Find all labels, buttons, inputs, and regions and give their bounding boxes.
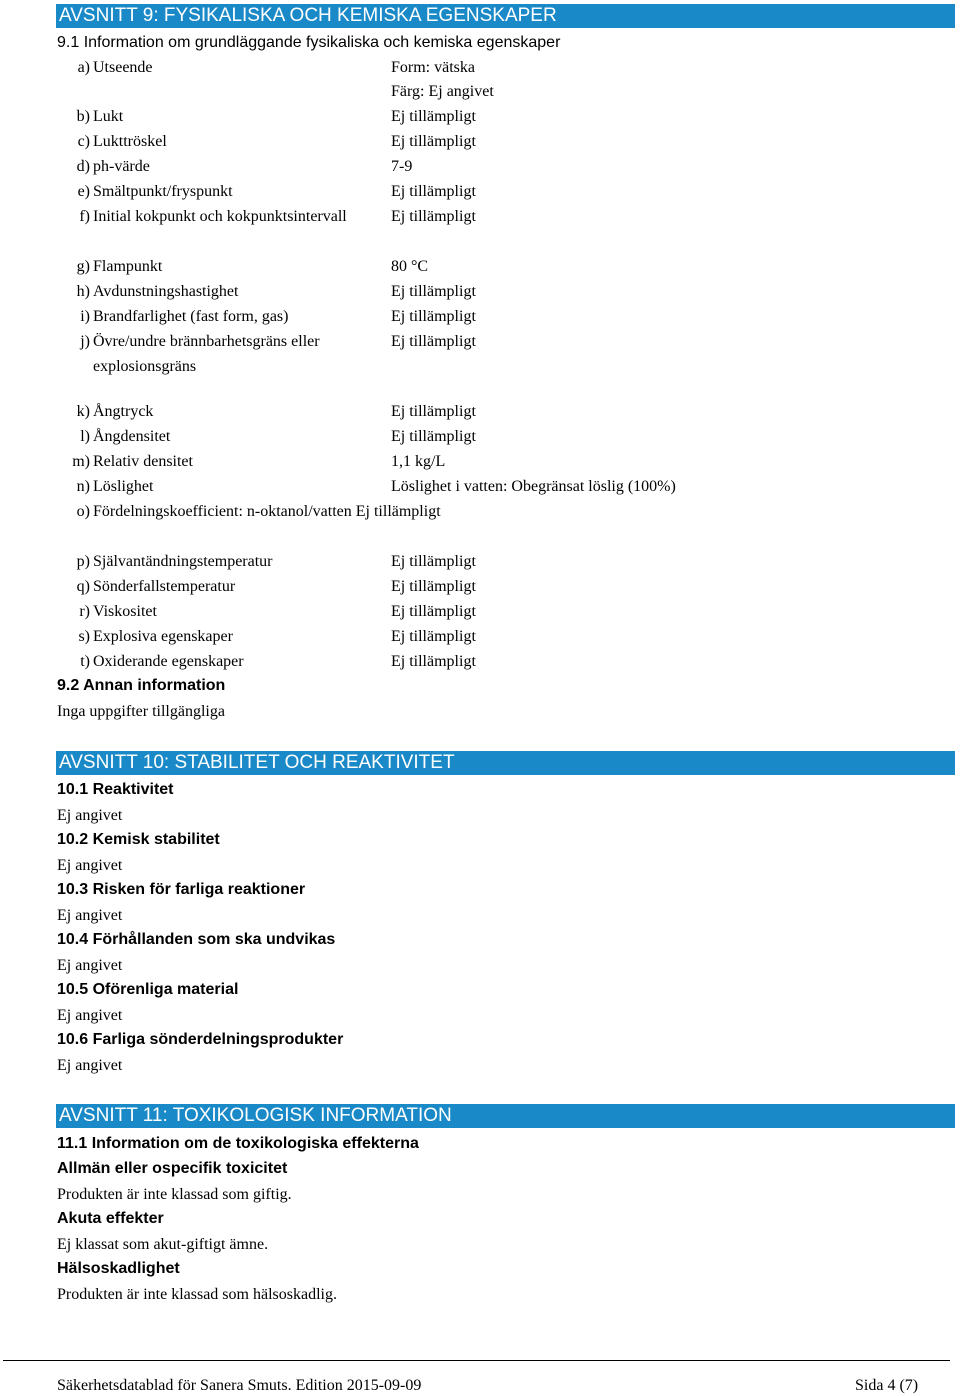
property-value: Ej tillämpligt: [391, 133, 476, 150]
property-value: Ej tillämpligt: [391, 578, 476, 595]
subsection-text: Produkten är inte klassad som hälsoskadlig.: [57, 1286, 337, 1303]
property-label: Fördelningskoefficient: n-oktanol/vatten Ej tillämpligt: [93, 503, 441, 520]
subsection-title: Allmän eller ospecifik toxicitet: [57, 1160, 288, 1177]
subsection-title: 10.4 Förhållanden som ska undvikas: [57, 931, 336, 948]
property-label: Flampunkt: [93, 258, 163, 275]
property-value: Ej tillämpligt: [391, 403, 476, 420]
property-value: Ej tillämpligt: [391, 428, 476, 445]
property-letter: g): [76, 258, 90, 275]
property-letter: d): [76, 158, 90, 175]
property-value: Ej tillämpligt: [391, 603, 476, 620]
property-value: Ej tillämpligt: [391, 333, 476, 350]
property-label: Utseende: [93, 59, 153, 76]
section-11-heading: AVSNITT 11: TOXIKOLOGISK INFORMATION: [56, 1104, 955, 1128]
property-label: Avdunstningshastighet: [93, 283, 239, 300]
property-label: Brandfarlighet (fast form, gas): [93, 308, 289, 325]
property-letter: t): [80, 653, 90, 670]
property-label: Självantändningstemperatur: [93, 553, 273, 570]
property-value: 80 °C: [391, 258, 429, 275]
subsection-text: Ej angivet: [57, 807, 123, 824]
property-value: Ej tillämpligt: [391, 553, 476, 570]
property-letter: s): [78, 628, 90, 645]
property-label: Övre/undre brännbarhetsgräns eller: [93, 333, 320, 350]
property-value: 7-9: [391, 158, 413, 175]
property-label: Sönderfallstemperatur: [93, 578, 236, 595]
subsection-text: Ej angivet: [57, 857, 123, 874]
section-11-1-title: 11.1 Information om de toxikologiska effekterna: [57, 1135, 419, 1152]
subsection-text: Ej angivet: [57, 1057, 123, 1074]
property-letter: l): [80, 428, 90, 445]
footer-page-number: Sida 4 (7): [855, 1377, 919, 1394]
property-letter: o): [76, 503, 90, 520]
property-label: Lukt: [93, 108, 124, 125]
property-value: Form: vätska: [391, 59, 475, 76]
subsection-title: 10.3 Risken för farliga reaktioner: [57, 881, 306, 898]
property-label: Smältpunkt/fryspunkt: [93, 183, 233, 200]
property-label: Oxiderande egenskaper: [93, 653, 244, 670]
property-value: Ej tillämpligt: [391, 108, 476, 125]
subsection-text: Ej angivet: [57, 957, 123, 974]
property-value: Ej tillämpligt: [391, 183, 476, 200]
property-letter: a): [77, 59, 90, 76]
property-value: Ej tillämpligt: [391, 628, 476, 645]
property-letter: e): [77, 183, 90, 200]
subsection-title: Hälsoskadlighet: [57, 1260, 180, 1277]
property-label: Lukttröskel: [93, 133, 167, 150]
subsection-title: Akuta effekter: [57, 1210, 164, 1227]
property-label: Initial kokpunkt och kokpunktsintervall: [93, 208, 347, 225]
property-value: Ej tillämpligt: [391, 208, 476, 225]
section-9-1-title: 9.1 Information om grundläggande fysikaliska och kemiska egenskaper: [57, 34, 561, 51]
subsection-text: Ej angivet: [57, 1007, 123, 1024]
property-label: Explosiva egenskaper: [93, 628, 233, 645]
property-letter: n): [76, 478, 90, 495]
property-letter: i): [80, 308, 90, 325]
subsection-title: 10.1 Reaktivitet: [57, 781, 174, 798]
property-letter: q): [76, 578, 90, 595]
section-10-heading: AVSNITT 10: STABILITET OCH REAKTIVITET: [56, 751, 955, 775]
footer-divider: [3, 1360, 950, 1361]
section-9-heading: AVSNITT 9: FYSIKALISKA OCH KEMISKA EGENSKAPER: [56, 4, 955, 28]
property-label: explosionsgräns: [93, 358, 197, 375]
property-letter: m): [72, 453, 90, 470]
property-label: Löslighet: [93, 478, 154, 495]
property-letter: h): [76, 283, 90, 300]
property-label: Ångtryck: [93, 403, 154, 420]
property-label: Viskositet: [93, 603, 157, 620]
property-value: Löslighet i vatten: Obegränsat löslig (100%): [391, 478, 676, 495]
section-9-2-text: Inga uppgifter tillgängliga: [57, 703, 225, 720]
property-value: Ej tillämpligt: [391, 308, 476, 325]
subsection-text: Ej klassat som akut-giftigt ämne.: [57, 1236, 269, 1253]
subsection-title: 10.2 Kemisk stabilitet: [57, 831, 220, 848]
subsection-title: 10.5 Oförenliga material: [57, 981, 239, 998]
property-letter: j): [80, 333, 90, 350]
property-label: Relativ densitet: [93, 453, 193, 470]
section-9-2-title: 9.2 Annan information: [57, 677, 226, 694]
property-label: ph-värde: [93, 158, 150, 175]
property-letter: p): [76, 553, 90, 570]
property-letter: b): [76, 108, 90, 125]
subsection-text: Produkten är inte klassad som giftig.: [57, 1186, 292, 1203]
property-label: Ångdensitet: [93, 428, 171, 445]
property-value: Ej tillämpligt: [391, 653, 476, 670]
property-letter: c): [77, 133, 90, 150]
subsection-title: 10.6 Farliga sönderdelningsprodukter: [57, 1031, 344, 1048]
property-letter: r): [79, 603, 90, 620]
property-letter: k): [76, 403, 90, 420]
property-value: Färg: Ej angivet: [391, 83, 494, 100]
property-value: Ej tillämpligt: [391, 283, 476, 300]
property-letter: f): [79, 208, 90, 225]
subsection-text: Ej angivet: [57, 907, 123, 924]
property-value: 1,1 kg/L: [391, 453, 446, 470]
footer-document-title: Säkerhetsdatablad för Sanera Smuts. Edition 2015-09-09: [57, 1377, 422, 1394]
